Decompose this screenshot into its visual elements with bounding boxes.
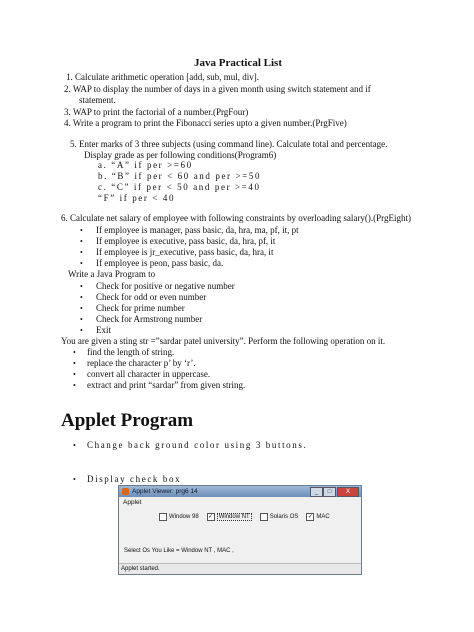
applet-window <box>118 485 362 575</box>
selection-text: Select Os You Like = Window NT , MAC , <box>124 548 234 554</box>
bullet-icon: • <box>73 359 76 368</box>
bullet-icon: • <box>73 441 76 450</box>
os-checkbox-group <box>159 513 330 521</box>
minimize-button[interactable]: _ <box>310 487 323 497</box>
list-item: 2. WAP to display the number of days in a given month using switch statement and if <box>64 84 371 94</box>
list-item: statement. <box>79 95 116 105</box>
grade-condition: c. “C” if per < 50 and per >=40 <box>98 182 261 192</box>
sub-item: If employee is peon, pass basic, da. <box>96 258 224 268</box>
sub-item: Check for odd or even number <box>96 292 207 302</box>
checkmark-icon[interactable]: ✓ <box>208 514 214 520</box>
bullet-icon: • <box>80 304 83 313</box>
sub-item: If employee is executive, pass basic, da, hra, pf, it <box>96 236 276 246</box>
applet-item: Display check box <box>87 474 182 484</box>
sub-item: If employee is manager, pass basic, da, hra, ma, pf, it, pt <box>96 225 299 235</box>
page-title: Java Practical List <box>194 57 282 69</box>
checkbox-box[interactable] <box>260 513 268 521</box>
checkbox-label: Window NT <box>218 514 250 520</box>
checkbox-mac[interactable] <box>306 513 329 521</box>
list-item: 3. WAP to print the factorial of a number.(PrgFour) <box>64 107 249 117</box>
checkbox-window-nt[interactable] <box>207 513 252 521</box>
bullet-icon: • <box>73 370 76 379</box>
list-item: 1. Calculate arithmetic operation [add, sub, mul, div]. <box>66 72 259 82</box>
sub-item: convert all character in uppercase. <box>87 369 211 379</box>
checkbox-label: Window 98 <box>169 514 199 520</box>
applet-item: Change back ground color using 3 buttons. <box>87 440 308 450</box>
section-heading: Applet Program <box>61 410 194 431</box>
bullet-icon: • <box>73 475 76 484</box>
grade-condition: “F” if per < 40 <box>98 193 176 203</box>
maximize-button[interactable]: □ <box>323 487 336 497</box>
checkbox-window-98[interactable] <box>159 513 199 521</box>
bullet-icon: • <box>80 293 83 302</box>
bullet-icon: • <box>73 348 76 357</box>
sub-item: Exit <box>96 325 111 335</box>
status-bar: Applet started. <box>119 563 361 574</box>
bullet-icon: • <box>80 282 83 291</box>
sub-item: find the length of string. <box>87 347 175 357</box>
list-item: Write a Java Program to <box>68 269 156 279</box>
sub-item: Check for positive or negative number <box>96 281 235 291</box>
checkbox-box[interactable] <box>159 513 167 521</box>
bullet-icon: • <box>80 237 83 246</box>
list-item: Display grade as per following conditions(Program6) <box>84 150 277 160</box>
applet-menu[interactable]: Applet <box>123 499 142 506</box>
bullet-icon: • <box>80 259 83 268</box>
sub-item: extract and print “sardar” from given string. <box>87 380 246 390</box>
sub-item: replace the character p’ by ‘r’. <box>87 358 196 368</box>
applet-titlebar <box>119 486 361 497</box>
bullet-icon: • <box>80 326 83 335</box>
list-item: You are given a sting str =”sardar patel university”. Perform the following operation on it. <box>61 336 386 346</box>
checkbox-label: MAC <box>316 514 330 520</box>
sub-item: Check for prime number <box>96 303 185 313</box>
bullet-icon: • <box>80 226 83 235</box>
list-item: 5. Enter marks of 3 three subjects (using command line). Calculate total and percentage. <box>70 139 388 149</box>
checkmark-icon[interactable]: ✓ <box>307 514 313 520</box>
grade-condition: b. “B” if per < 60 and per >=50 <box>98 171 262 181</box>
checkbox-solaris-os[interactable] <box>260 513 299 521</box>
list-item: 4. Write a program to print the Fibonacci series upto a given number.(PrgFive) <box>64 118 347 128</box>
sub-item: Check for Armstrong number <box>96 314 203 324</box>
bullet-icon: • <box>80 315 83 324</box>
bullet-icon: • <box>73 381 76 390</box>
sub-item: If employee is jr_executive, pass basic, da, hra, it <box>96 247 274 257</box>
checkbox-label: Solaris OS <box>269 514 299 520</box>
grade-condition: a. “A” if per >=60 <box>98 160 193 170</box>
applet-title: Applet Viewer: prg6 14 <box>132 488 198 495</box>
list-item: 6. Calculate net salary of employee with following constraints by overloading salary().(PrgEight) <box>61 213 411 223</box>
bullet-icon: • <box>80 248 83 257</box>
java-icon <box>122 488 129 495</box>
close-button[interactable]: X <box>337 487 359 497</box>
